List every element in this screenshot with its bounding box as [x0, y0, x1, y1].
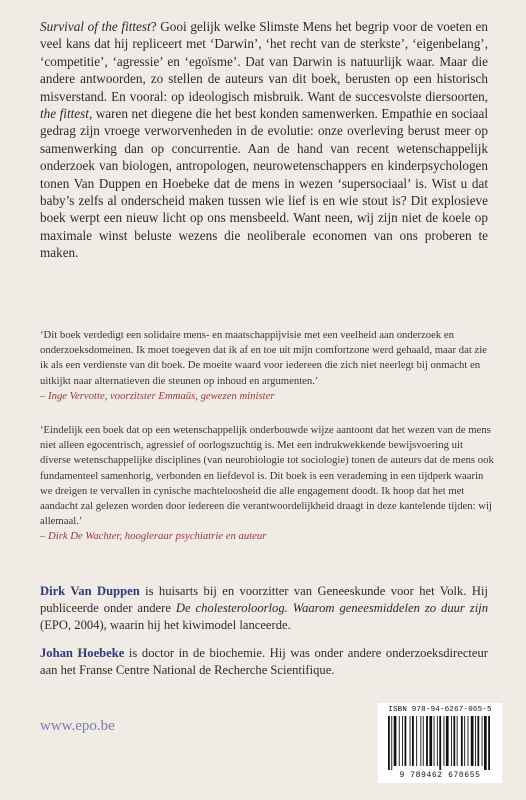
- barcode-bar: [453, 716, 455, 766]
- barcode-bar: [420, 716, 421, 766]
- barcode-bar: [457, 716, 458, 766]
- barcode-bar: [475, 716, 476, 766]
- endorsement-quote-text: ‘Eindelijk een boek dat op een wetenschappelijk onderbouwde wijze aantoont dat het wezen van de mens niet alleen egocentrisch, agressief of oorlogszuchtig is. Met een indrukwekkende bewijsvoering uit diverse wetenschappelijke disciplines (van neurobiologie tot sociologie) tonen de auteurs dat de mens ook fundamenteel samenhorig, verbonden en liefdevol is. Dit boek is een verademing in een tijdperk waarin we dreigen te vervallen in cynische machteloosheid die alle engagement doodt. Ik hoop dat het met aandacht zal gelezen worden door iedereen die verantwoordelijkheid draagt in deze kantelende tijden: wij allemaal.’: [40, 424, 494, 528]
- barcode-bar: [412, 716, 414, 766]
- author-bio-text: is doctor in de biochemie. Hij was onder andere onderzoeksdirecteur aan het Franse Centre National de Recherche Scientifique.: [40, 646, 488, 677]
- endorsement-quote-2: [40, 423, 494, 545]
- endorsement-quote-text: ‘Dit boek verdedigt een solidaire mens- en maatschappijvisie met een veelheid aan onderzoek en onderzoeksdomeinen. Ik moet toegeven dat ik af en toe uit mijn comfortzone werd gehaald, maar dat zie ik als een verdienste van dit boek. De moeite waard voor iedereen die zich niet neerlegt bij onmacht en uitkijkt naar alternatieven die steunen op inhoud en argumenten.’: [40, 329, 487, 387]
- barcode-bar: [437, 716, 438, 766]
- blurb-text-part1: ? Gooi gelijk welke Slimste Mens het begrip voor de voeten en veel kans dat hij repliceert met ‘Darwin’, ‘het recht van de sterkste’, ‘eigenbelang’, ‘competitie’, ‘agressie’ en ‘egoïsme’. Dat van Darwin is natuurlijk waar. Maar die andere antwoorden, zo stellen de auteurs van dit boek, berusten op een historisch misverstand. En vooral: op ideologisch misbruik. Want de succesvolste diersoorten,: [40, 19, 488, 104]
- barcode-bar: [423, 716, 424, 766]
- barcode-bar: [388, 716, 390, 770]
- barcode-bar: [399, 716, 400, 766]
- blurb-text-part2: , waren net diegene die het best konden samenwerken. Empathie en sociaal gedrag zijn vroege verworvenheden in de evolutie: onze overleving berust meer op samenwerking dan op concurrentie. Aan de hand van recent wetenschappelijk onderzoek van biologen, antropologen, neurowetenschappers en kinderpsychologen tonen Van Duppen en Hoebeke dat de mens in wezen ‘supersociaal’ is. Wist u dat baby’s zelfs al onderscheid maken tussen wie lief is en wie stout is? Dit explosieve boek werpt een nieuw licht op ons mensbeeld. Want neen, wij zijn niet de koele op maximale winst beluste wezens die neoliberale economen van ons proberen te maken.: [40, 106, 489, 261]
- back-cover-blurb: [40, 18, 488, 262]
- author-bio-hoebeke: [40, 645, 488, 679]
- barcode-bar: [434, 716, 435, 766]
- author-bio-van-duppen: [40, 583, 488, 634]
- author-bio-text-end: (EPO, 2004), waarin hij het kiwimodel lanceerde.: [40, 618, 291, 632]
- barcode-bar: [464, 716, 465, 766]
- barcode-bar: [451, 716, 452, 766]
- barcode-bar: [405, 716, 407, 766]
- barcode-bar: [468, 716, 469, 766]
- isbn-barcode: [378, 703, 502, 783]
- barcode-bar: [391, 716, 392, 770]
- barcode-bar: [471, 716, 474, 766]
- blurb-title-phrase: Survival of the fittest: [40, 19, 151, 34]
- barcode-bar: [461, 716, 463, 766]
- publisher-website-link[interactable]: www.epo.be: [40, 718, 115, 734]
- blurb-fittest-phrase: the fittest: [40, 106, 89, 122]
- endorsement-attribution: – Inge Vervotte, voorzitster Emmaüs, gewezen minister: [40, 389, 275, 402]
- barcode-bar: [444, 716, 445, 766]
- barcode-bar: [482, 716, 483, 766]
- barcode-bar: [429, 716, 432, 766]
- author-name: Dirk Van Duppen: [40, 584, 140, 598]
- isbn-label: ISBN 978-94-6267-065-5: [388, 706, 492, 714]
- author-book-title: De cholesteroloorlog. Waarom geneesmiddelen zo duur zijn: [175, 601, 488, 615]
- barcode-bar: [477, 716, 479, 766]
- barcode-bar: [439, 716, 441, 770]
- author-name: Johan Hoebeke: [40, 646, 125, 660]
- barcode-bar: [426, 716, 428, 766]
- author-bio-text: is huisarts bij en voorzitter van Geneeskunde voor het Volk. Hij publiceerde onder andere: [40, 584, 488, 615]
- barcode-bar: [416, 716, 417, 766]
- endorsement-attribution: – Dirk De Wachter, hoogleraar psychiatrie en auteur: [40, 530, 267, 543]
- barcode-bar: [484, 716, 487, 770]
- endorsement-quote-1: [40, 328, 494, 404]
- barcode-bar: [402, 716, 403, 766]
- barcode-bar: [410, 716, 411, 766]
- barcode-digits: 9 789462 670655: [399, 771, 481, 780]
- barcode-bar: [394, 716, 397, 766]
- barcode-image: [386, 716, 494, 770]
- barcode-bar: [446, 716, 449, 766]
- barcode-bar: [488, 716, 490, 770]
